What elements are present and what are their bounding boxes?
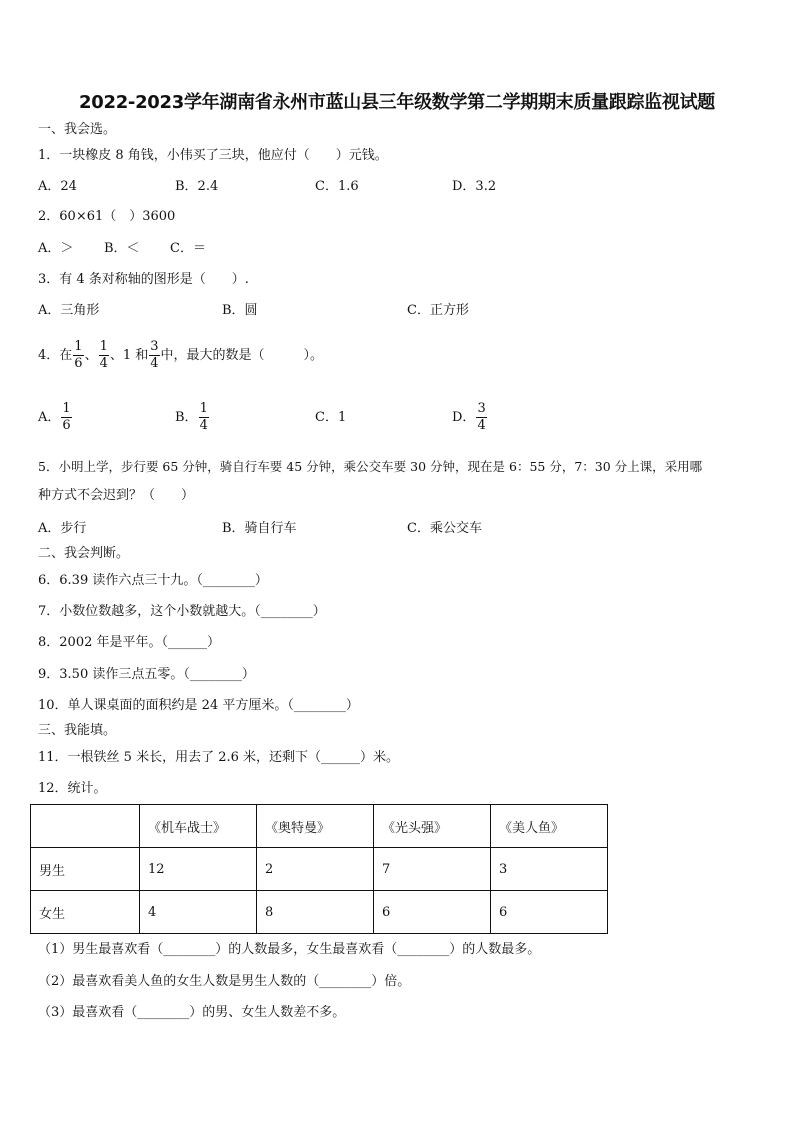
question-7: 7．小数位数越多，这个小数就越大。（________） — [38, 604, 326, 619]
section-heading-fill: 三、我能填。 — [38, 723, 117, 738]
q4-option-b-label: B． — [175, 410, 198, 425]
q4-fraction-1-numerator: 1 — [74, 339, 83, 354]
table-header-row — [31, 805, 608, 848]
q1-option-a: A．24 — [38, 179, 77, 194]
q4-fraction-3-numerator: 3 — [150, 339, 159, 354]
question-9: 9．3.50 读作三点五零。（________） — [38, 667, 255, 682]
q4-option-d-fraction — [476, 401, 486, 434]
table-cell: 2 — [257, 848, 374, 891]
question-12-sub-1: （1）男生最喜欢看（________）的人数最多，女生最喜欢看（________）的人数最多。 — [38, 942, 541, 957]
table-cell: 6 — [491, 891, 608, 934]
q4-fraction-1-denominator: 6 — [74, 356, 83, 371]
q5-option-b: B．骑自行车 — [222, 521, 297, 536]
section-heading-judge: 二、我会判断。 — [38, 546, 130, 561]
q4-option-b-fraction — [199, 401, 209, 434]
q4-option-b-denominator: 4 — [199, 418, 208, 433]
table-cell: 4 — [140, 891, 257, 934]
q1-option-c: C．1.6 — [315, 179, 359, 194]
q4-option-a-label: A． — [38, 410, 61, 425]
q5-option-a: A．步行 — [38, 521, 87, 536]
q4-separator-2: 、1 和 — [109, 348, 149, 363]
q5-option-c: C．乘公交车 — [407, 521, 482, 536]
q4-fraction-3 — [149, 339, 159, 372]
q4-prefix: 4．在 — [38, 348, 73, 363]
q2-option-a: A．＞ — [38, 241, 74, 256]
q4-separator-1: 、 — [84, 348, 98, 363]
question-3: 3．有 4 条对称轴的图形是（ ）. — [38, 272, 249, 287]
q3-option-b: B．圆 — [222, 303, 258, 318]
q4-option-d-numerator: 3 — [477, 401, 486, 416]
section-heading-choose: 一、我会选。 — [38, 122, 117, 137]
question-12-sub-2: （2）最喜欢看美人鱼的女生人数是男生人数的（________）倍。 — [38, 974, 411, 989]
question-2: 2．60×61（ ）3600 — [38, 209, 176, 224]
table-row — [31, 848, 608, 891]
q4-fraction-2 — [99, 339, 109, 372]
table-cell: 6 — [374, 891, 491, 934]
q4-option-b — [175, 400, 210, 436]
table-header-cell: 《奥特曼》 — [257, 805, 374, 848]
table-cell: 12 — [140, 848, 257, 891]
q3-option-a: A．三角形 — [38, 303, 100, 318]
table-header-cell: 《光头强》 — [374, 805, 491, 848]
q4-fraction-3-denominator: 4 — [150, 356, 159, 371]
question-12-label: 12．统计。 — [38, 781, 107, 796]
question-5-line-2: 种方式不会迟到？（ ） — [38, 488, 195, 503]
table-cell: 3 — [491, 848, 608, 891]
q4-fraction-1 — [73, 339, 83, 372]
table-cell: 8 — [257, 891, 374, 934]
question-4 — [38, 338, 323, 374]
table-row — [31, 891, 608, 934]
q3-option-c: C．正方形 — [407, 303, 469, 318]
question-12-sub-3: （3）最喜欢看（________）的男、女生人数差不多。 — [38, 1005, 346, 1020]
table-header-cell: 《机车战士》 — [140, 805, 257, 848]
question-6: 6．6.39 读作六点三十九。（________） — [38, 573, 268, 588]
q4-option-a-fraction — [61, 401, 71, 434]
q4-option-d-denominator: 4 — [477, 418, 486, 433]
q4-option-a-denominator: 6 — [62, 418, 71, 433]
question-5-line-1: 5．小明上学，步行要 65 分钟，骑自行车要 45 分钟，乘公交车要 30 分钟，现在是 6：55 分，7：30 分上课，采用哪 — [38, 459, 703, 474]
q1-option-b: B．2.4 — [175, 179, 219, 194]
table-header-cell: 《美人鱼》 — [491, 805, 608, 848]
table-row-label: 女生 — [31, 891, 140, 934]
q2-option-b: B．＜ — [104, 241, 140, 256]
q4-option-a — [38, 400, 73, 436]
q1-option-d: D．3.2 — [452, 179, 497, 194]
q4-option-c — [315, 400, 346, 436]
q4-option-a-numerator: 1 — [62, 401, 71, 416]
table-cell: 7 — [374, 848, 491, 891]
q4-option-d-label: D． — [452, 410, 476, 425]
question-1: 1．一块橡皮 8 角钱，小伟买了三块，他应付（ ）元钱。 — [38, 148, 388, 163]
statistics-table — [30, 804, 608, 934]
table-header-cell — [31, 805, 140, 848]
q4-suffix: 中，最大的数是（ ）。 — [160, 348, 324, 363]
q4-option-b-numerator: 1 — [199, 401, 208, 416]
q4-fraction-2-numerator: 1 — [99, 339, 108, 354]
q4-option-c-label: C．1 — [315, 410, 347, 425]
question-8: 8．2002 年是平年。（______） — [38, 635, 220, 650]
question-11: 11．一根铁丝 5 米长，用去了 2.6 米，还剩下（______）米。 — [38, 750, 400, 765]
question-10: 10．单人课桌面的面积约是 24 平方厘米。（________） — [38, 698, 359, 713]
page-title: 2022-2023学年湖南省永州市蓝山县三年级数学第二学期期末质量跟踪监视试题 — [79, 92, 715, 113]
table-row-label: 男生 — [31, 848, 140, 891]
q2-option-c: C．＝ — [170, 241, 206, 256]
q4-fraction-2-denominator: 4 — [99, 356, 108, 371]
q4-option-d — [452, 400, 488, 436]
